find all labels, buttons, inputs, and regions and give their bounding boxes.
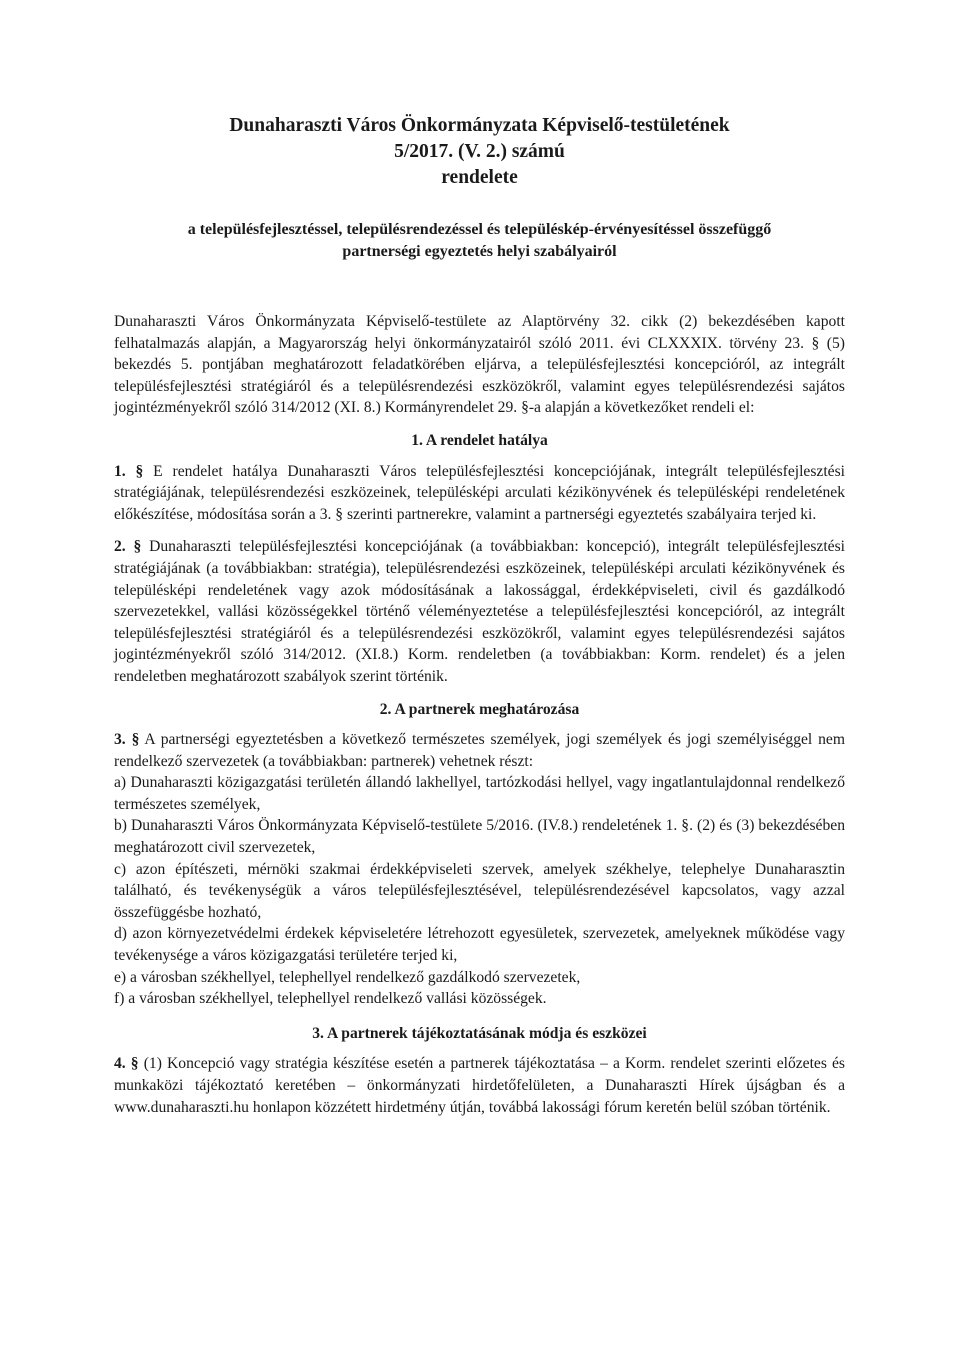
subject-line-1: a településfejlesztéssel, településrendezéssel és településkép-érvényesítéssel összefüggő bbox=[187, 221, 772, 238]
title-line-1: Dunaharaszti Város Önkormányzata Képviselő-testületének bbox=[229, 115, 730, 136]
section-heading-3: 3. A partnerek tájékoztatásának módja és eszközei bbox=[312, 1024, 647, 1042]
paragraph-text: E rendelet hatálya Dunaharaszti Város településfejlesztési koncepciójának, integrált településfejlesztési stratégiájának, településrendezési eszközeinek, településképi arculati kézikönyvének és településképi rendeletének előkészítése, módosítása során a 3. § szerinti partnerekre, valamint a partnerségi egyeztetés szabályaira terjed ki. bbox=[114, 462, 845, 523]
paragraph-4 bbox=[114, 1053, 845, 1118]
paragraph-3 bbox=[114, 729, 845, 772]
list-item-b: b) Dunaharaszti Város Önkormányzata Képviselő-testülete 5/2016. (IV.8.) rendeletének 1. §. (2) és (3) bekezdésében meghatározott civil szervezetek, bbox=[114, 817, 845, 857]
paragraph-number: 1. § bbox=[114, 462, 144, 480]
paragraph-number: 2. § bbox=[114, 538, 142, 556]
document-title bbox=[114, 113, 845, 191]
list-item-e: e) a városban székhellyel, telephellyel rendelkező gazdálkodó szervezetek, bbox=[114, 968, 581, 986]
paragraph-2 bbox=[114, 536, 845, 687]
title-line-2: 5/2017. (V. 2.) számú bbox=[394, 141, 565, 162]
title-line-3: rendelete bbox=[441, 167, 518, 188]
section-heading-1: 1. A rendelet hatálya bbox=[411, 431, 548, 449]
paragraph-text: (1) Koncepció vagy stratégia készítése esetén a partnerek tájékoztatása – a Korm. rendelet szerinti előzetes és munkaközi tájékoztató keretében – önkormányzati hirdetőfelületen, a Dunaharaszti Hírek újságban és a www.dunaharaszti.hu honlapon közzétett hirdetmény útján, továbbá lakossági fórum keretén belül szóban történik. bbox=[114, 1055, 846, 1116]
paragraph-number: 4. § bbox=[114, 1055, 139, 1073]
list-item-a: a) Dunaharaszti közigazgatási területén állandó lakhellyel, tartózkodási hellyel, vagy ingatlantulajdonnal rendelkező természetes személyek, bbox=[114, 774, 845, 813]
subject-line-2: partnerségi egyeztetés helyi szabályairól bbox=[342, 243, 617, 260]
list-item-f: f) a városban székhellyel, telephellyel rendelkező vallási közösségek. bbox=[114, 990, 547, 1008]
document-subject bbox=[114, 219, 845, 263]
paragraph-text: Dunaharaszti településfejlesztési koncepciójának (a továbbiakban: koncepció), integrált településfejlesztési stratégiájának (a továbbiakban: stratégia), településrendezési eszközeinek, településképi arculati kézikönyvének és településképi rendeletének vagy azok módosításának a lakossággal, érdekképviseleti, civil és gazdálkodó szervezetekkel, vallási közösségekkel történő véleményeztetése a településfejlesztési koncepcióról, az integrált településfejlesztési stratégiáról és a településrendezési eszközökről, valamint egyes településrendezési sajátos jogintézményekről szóló 314/2012. (XI.8.) Korm. rendeletben (a továbbiakban: Korm. rendelet) és a jelen rendeletben meghatározott szabályok szerint történik. bbox=[114, 538, 846, 685]
preamble: Dunaharaszti Város Önkormányzata Képviselő-testülete az Alaptörvény 32. cikk (2) bekezdésében kapott felhatalmazás alapján, a Magyarország helyi önkormányzatairól szóló 2011. évi CLXXXIX. törvény 23. § (5) bekezdés 5. pontjában meghatározott feladatkörében eljárva, a településfejlesztési koncepcióról, az integrált településfejlesztési stratégiáról és a településrendezési eszközökről, valamint egyes településrendezési sajátos jogintézményekről szóló 314/2012 (XI. 8.) Kormányrendelet 29. §-a alapján a következőket rendeli el: bbox=[114, 313, 845, 417]
list-item-d: d) azon környezetvédelmi érdekek képviseletére létrehozott egyesületek, szervezetek, amelyeknek működése vagy tevékenysége a város közigazgatási területére terjed ki, bbox=[114, 925, 845, 965]
paragraph-number: 3. § bbox=[114, 731, 140, 749]
document-body bbox=[114, 311, 845, 1118]
paragraph-text: A partnerségi egyeztetésben a következő természetes személyek, jogi személyek és jogi személyiséggel nem rendelkező szervezetek (a továbbiakban: partnerek) vehetnek részt: bbox=[114, 731, 845, 770]
section-heading-2: 2. A partnerek meghatározása bbox=[379, 700, 580, 718]
list-item-c: c) azon építészeti, mérnöki szakmai érdekképviseleti szervek, amelyek székhelye, telephelye Dunaharasztin található, és tevékenységük a város településfejlesztésével, településrendezésével kapcsolatos, vagy azzal összefüggésbe hozható, bbox=[114, 860, 845, 921]
paragraph-1 bbox=[114, 461, 845, 526]
